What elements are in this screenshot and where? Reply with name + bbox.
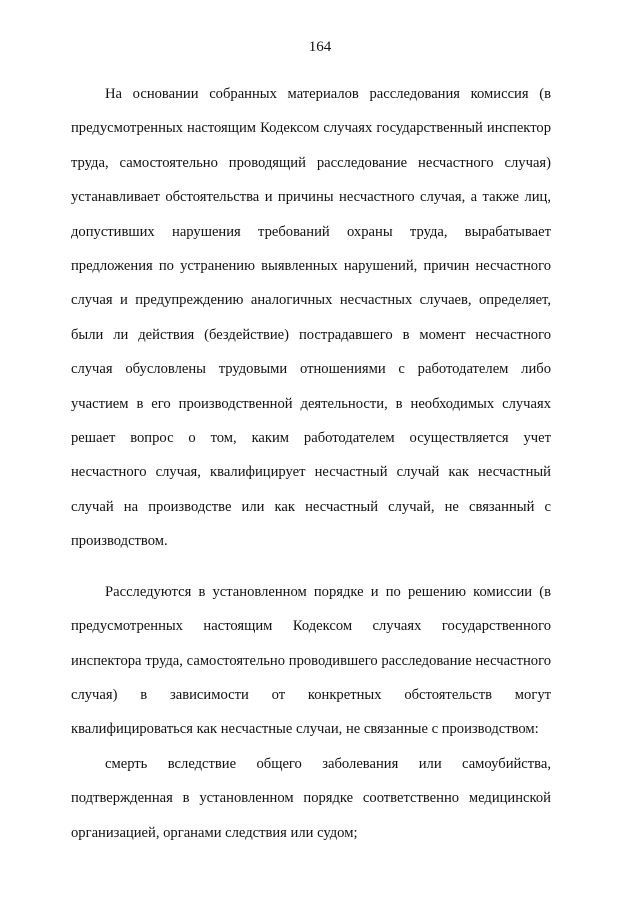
document-body — [71, 77, 551, 850]
paragraph-investigation-findings: На основании собранных материалов расследования комиссия (в предусмотренных настоящим Кодексом случаях государственный инспектор труда, самостоятельно проводящий расследование несчастного случая) устанавливает обстоятельства и причины несчастного случая, а также лиц, допустивших нарушения требований охраны труда, вырабатывает предложения по устранению выявленных нарушений, причин несчастного случая и предупреждению аналогичных несчастных случаев, определяет, были ли действия (бездействие) пострадавшего в момент несчастного случая обусловлены трудовыми отношениями с работодателем либо участием в его производственной деятельности, в необходимых случаях решает вопрос о том, каким работодателем осуществляется учет несчастного случая, квалифицирует несчастный случай как несчастный случай на производстве или как несчастный случай, не связанный с производством. — [71, 86, 551, 550]
paragraph-non-occupational-cases: Расследуются в установленном порядке и по решению комиссии (в предусмотренных настоящим Кодексом случаях государственного инспектора труда, самостоятельно проводившего расследование несчастного случая) в зависимости от конкретных обстоятельств могут квалифицироваться как несчастные случаи, не связанные с производством: — [71, 583, 551, 738]
page-number: 164 — [308, 39, 332, 55]
paragraph-death-by-illness-or-suicide: смерть вследствие общего заболевания или самоубийства, подтвержденная в установленном порядке соответственно медицинской организацией, органами следствия или судом; — [71, 755, 551, 841]
